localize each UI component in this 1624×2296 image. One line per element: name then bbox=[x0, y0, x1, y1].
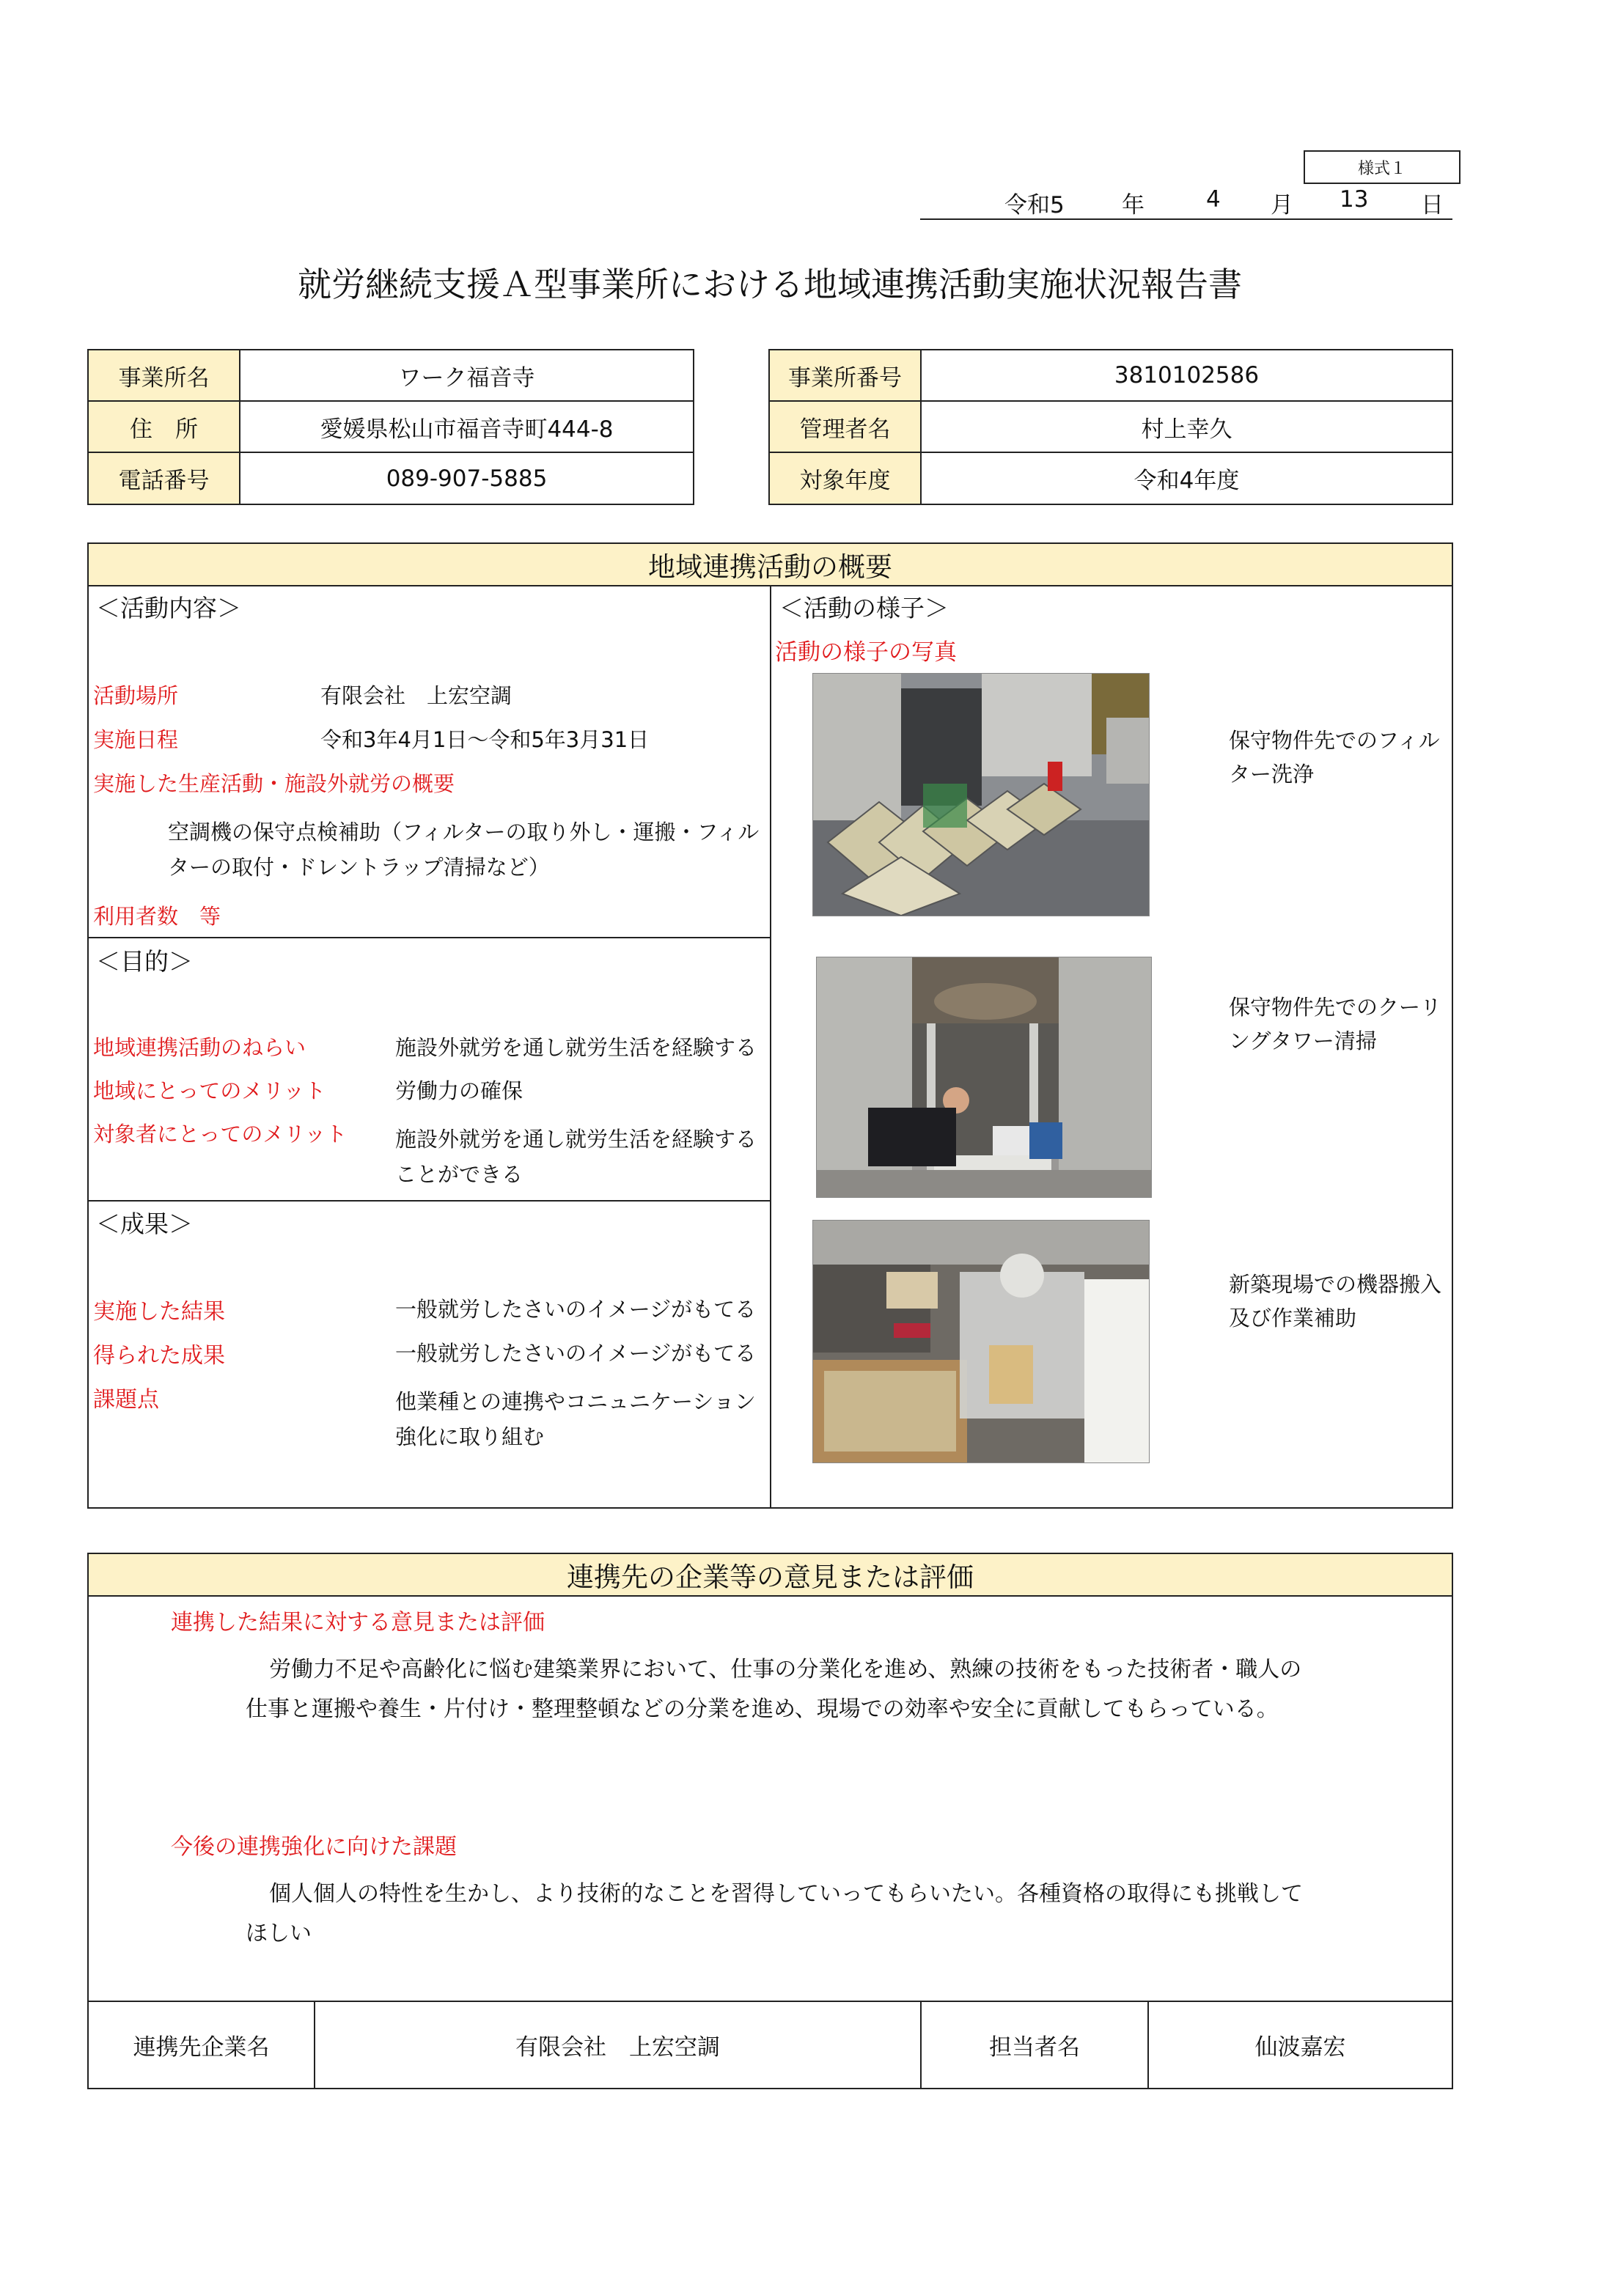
summary-line-2: ターの取付・ドレントラップ清掃など） bbox=[168, 855, 550, 880]
caption-2-line-2: ングタワー清掃 bbox=[1229, 1029, 1377, 1053]
schedule-label: 実施日程 bbox=[93, 727, 179, 752]
photo-filter-washing bbox=[812, 673, 1150, 916]
date-day: 13 bbox=[1340, 186, 1369, 213]
phone-value: 089-907-5885 bbox=[386, 465, 548, 492]
date-day-label: 日 bbox=[1421, 192, 1444, 218]
result-value-outcome: 一般就労したさいのイメージがもてる bbox=[395, 1297, 757, 1322]
date-year-label: 年 bbox=[1122, 192, 1144, 218]
photo-cooling-tower bbox=[816, 957, 1152, 1198]
phone-label: 電話番号 bbox=[89, 453, 240, 504]
partner-person-value: 仙波嘉宏 bbox=[1254, 2034, 1346, 2061]
result-value-issue-2: 強化に取り組む bbox=[395, 1424, 545, 1449]
overview-header: 地域連携活動の概要 bbox=[89, 544, 1452, 586]
task-label: 今後の連携強化に向けた課題 bbox=[171, 1834, 457, 1860]
date-month: 4 bbox=[1206, 186, 1221, 213]
facility-id-table bbox=[768, 349, 1453, 505]
facility-name-label: 事業所名 bbox=[89, 350, 240, 402]
manager-value: 村上幸久 bbox=[922, 402, 1452, 453]
task-line-1: 個人個人の特性を生かし、より技術的なことを習得していってもらいたい。各種資格の取得にも挑戦して bbox=[269, 1881, 1303, 1907]
facility-number-value: 3810102586 bbox=[922, 350, 1452, 402]
caption-1-line-1: 保守物件先でのフィル bbox=[1229, 728, 1440, 753]
purpose-value-community: 労働力の確保 bbox=[395, 1078, 523, 1103]
purpose-value-participants: 施設外就労を通し就労生活を経験する bbox=[395, 1127, 757, 1152]
purpose-value-aim: 施設外就労を通し就労生活を経験する bbox=[395, 1035, 757, 1060]
result-value-issue: 他業種との連携やコニュニケーション bbox=[395, 1389, 756, 1414]
photos-subheading: 活動の様子の写真 bbox=[775, 639, 957, 666]
caption-2-line-1: 保守物件先でのクーリ bbox=[1229, 995, 1442, 1020]
purpose-label-participants: 対象者にとってのメリット bbox=[93, 1122, 348, 1147]
users-label: 利用者数 等 bbox=[93, 904, 221, 929]
page-title: 就労継続支援Ａ型事業所における地域連携活動実施状況報告書 bbox=[298, 265, 1242, 304]
partner-company-label: 連携先企業名 bbox=[89, 2002, 315, 2088]
caption-3-line-2: 及び作業補助 bbox=[1229, 1306, 1357, 1331]
opinion-label: 連携した結果に対する意見または評価 bbox=[171, 1610, 545, 1635]
opinion-line-2: 仕事と運搬や養生・片付け・整理整頓などの分業を進め、現場での効率や安全に貢献してもらっている。 bbox=[246, 1696, 1279, 1722]
purpose-label-community: 地域にとってのメリット bbox=[93, 1078, 326, 1103]
summary-line-1: 空調機の保守点検補助（フィルターの取り外し・運搬・フィル bbox=[168, 820, 760, 845]
address-value: 愛媛県松山市福音寺町444-8 bbox=[240, 402, 693, 453]
result-label-outcome: 実施した結果 bbox=[93, 1299, 225, 1325]
opinion-line-1: 労働力不足や高齢化に悩む建築業界において、仕事の分業化を進め、熟練の技術をもった技術者・職人の bbox=[269, 1657, 1302, 1682]
form-tag bbox=[1304, 150, 1461, 184]
place-label: 活動場所 bbox=[93, 683, 179, 708]
evaluation-header: 連携先の企業等の意見または評価 bbox=[89, 1554, 1452, 1597]
caption-1-line-2: ター洗浄 bbox=[1229, 762, 1315, 787]
result-divider bbox=[89, 1200, 770, 1202]
manager-label: 管理者名 bbox=[770, 402, 922, 453]
facility-number-label: 事業所番号 bbox=[770, 350, 922, 402]
photo-construction-site bbox=[812, 1220, 1150, 1463]
overview-divider bbox=[770, 586, 771, 1507]
facility-name-value: ワーク福音寺 bbox=[240, 350, 693, 402]
caption-3-line-1: 新築現場での機器搬入 bbox=[1229, 1272, 1442, 1297]
schedule-value: 令和3年4月1日～令和5年3月31日 bbox=[320, 727, 650, 752]
purpose-label-aim: 地域連携活動のねらい bbox=[93, 1035, 306, 1060]
facility-info-table bbox=[87, 349, 694, 505]
task-line-2: ほしい bbox=[246, 1921, 312, 1946]
summary-label: 実施した生産活動・施設外就労の概要 bbox=[93, 771, 455, 796]
photos-heading: ＜活動の様子＞ bbox=[779, 594, 949, 622]
partner-company-value: 有限会社 上宏空調 bbox=[315, 2002, 922, 2088]
result-label-issue: 課題点 bbox=[93, 1387, 159, 1413]
evaluation-section bbox=[87, 1553, 1453, 2089]
report-date bbox=[920, 185, 1452, 220]
partner-person-label: 担当者名 bbox=[922, 2002, 1149, 2088]
purpose-divider bbox=[89, 937, 770, 938]
result-value-achievement: 一般就労したさいのイメージがもてる bbox=[395, 1341, 757, 1366]
date-era: 令和5 bbox=[1004, 192, 1065, 218]
date-month-label: 月 bbox=[1271, 192, 1293, 218]
place-value: 有限会社 上宏空調 bbox=[320, 683, 512, 708]
overview-section bbox=[87, 542, 1453, 1509]
form-tag-text: 様式１ bbox=[1357, 159, 1406, 178]
address-label: 住 所 bbox=[89, 402, 240, 453]
result-heading: ＜成果＞ bbox=[96, 1210, 193, 1238]
purpose-value-participants-2: ことができる bbox=[395, 1162, 523, 1187]
fiscal-year-value: 令和4年度 bbox=[1134, 468, 1240, 494]
purpose-heading: ＜目的＞ bbox=[96, 947, 193, 976]
result-label-achievement: 得られた成果 bbox=[93, 1343, 225, 1369]
activity-heading: ＜活動内容＞ bbox=[96, 594, 241, 622]
fiscal-year-label: 対象年度 bbox=[770, 453, 922, 504]
